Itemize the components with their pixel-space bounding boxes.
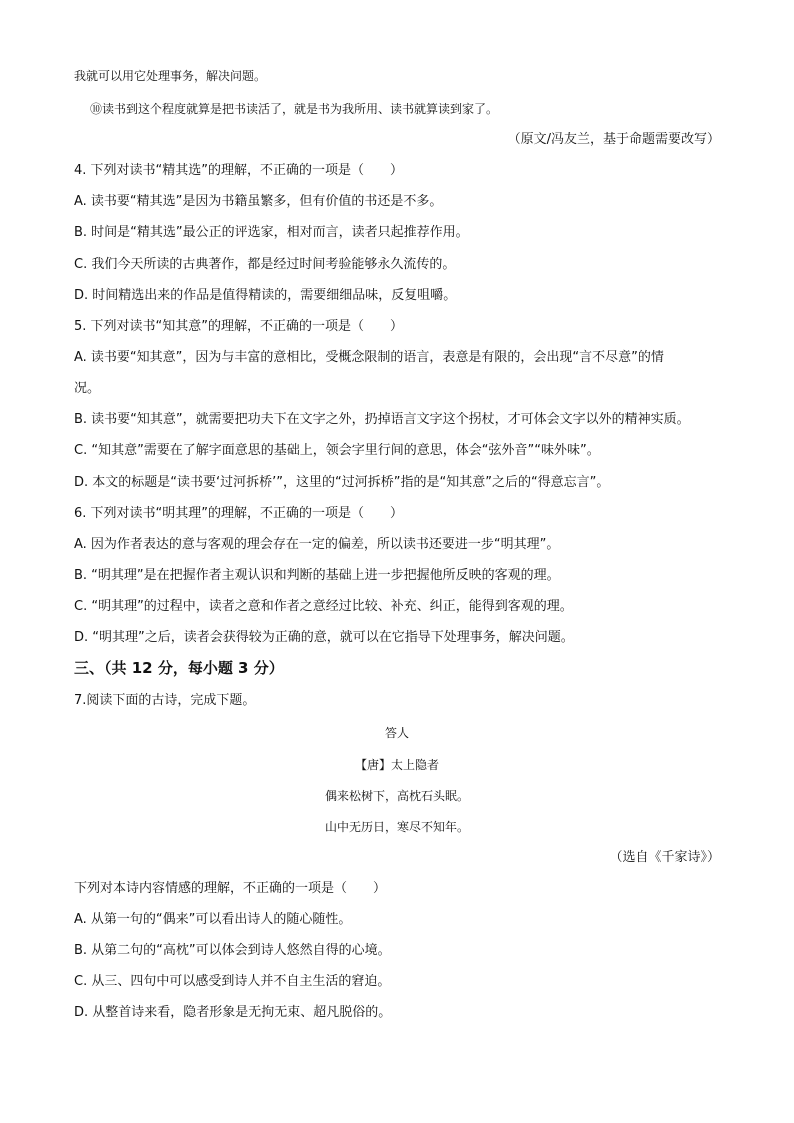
question-7-option-c: C. 从三、四句中可以感受到诗人并不自主生活的窘迫。	[74, 974, 391, 989]
question-5-stem: 5. 下列对读书“知其意”的理解，不正确的一项是（ ）	[74, 319, 404, 334]
question-7-option-b: B. 从第二句的“高枕”可以体会到诗人悠然自得的心境。	[74, 943, 391, 958]
question-5-option-b: B. 读书要“知其意”，就需要把功夫下在文字之外，扔掉语言文字这个拐杖，才可体会文字以外的精神实质。	[74, 412, 690, 427]
section-3-heading: 三、（共 12 分，每小题 3 分）	[74, 659, 284, 677]
question-5-option-d: D. 本文的标题是“读书要‘过河拆桥’”，这里的“过河拆桥”指的是“知其意”之后的“得意忘言”。	[74, 475, 610, 490]
poem-line-1: 偶来松树下，高枕石头眠。	[324, 789, 469, 803]
question-6-option-c: C. “明其理”的过程中，读者之意和作者之意经过比较、补充、纠正，能得到客观的理。	[74, 599, 573, 614]
poem-author: 【唐】太上隐者	[354, 758, 439, 772]
question-7-option-d: D. 从整首诗来看，隐者形象是无拘无束、超凡脱俗的。	[74, 1005, 392, 1020]
question-4-option-b: B. 时间是“精其选”最公正的评选家，相对而言，读者只起推荐作用。	[74, 225, 469, 240]
question-4-option-d: D. 时间精选出来的作品是值得精读的，需要细细品味，反复咀嚼。	[74, 288, 457, 303]
question-6-option-d: D. “明其理”之后，读者会获得较为正确的意，就可以在它指导下处理事务，解决问题。	[74, 630, 574, 645]
poem-line-2: 山中无历日，寒尽不知年。	[324, 820, 469, 834]
question-4-option-a: A. 读书要“精其选”是因为书籍虽繁多，但有价值的书还是不多。	[74, 194, 443, 209]
question-6-stem: 6. 下列对读书“明其理”的理解，不正确的一项是（ ）	[74, 506, 404, 521]
poem-title: 答人	[384, 726, 409, 740]
question-6-option-b: B. “明其理”是在把握作者主观认识和判断的基础上进一步把握他所反映的客观的理。	[74, 568, 560, 583]
question-5-option-a: A. 读书要“知其意”，因为与丰富的意相比，受概念限制的语言，表意是有限的，会出现“言不尽意”的情	[74, 350, 664, 365]
question-5-option-c: C. “知其意”需要在了解字面意思的基础上，领会字里行间的意思，体会“弦外音”“味外味”。	[74, 443, 600, 458]
paragraph-continuation: 我就可以用它处理事务，解决问题。	[74, 69, 267, 83]
question-7-intro: 7.阅读下面的古诗，完成下题。	[74, 693, 256, 708]
question-7-option-a: A. 从第一句的“偶来”可以看出诗人的随心随性。	[74, 912, 352, 927]
text-source: （原文/冯友兰，基于命题需要改写）	[507, 132, 720, 147]
question-7-stem: 下列对本诗内容情感的理解，不正确的一项是（ ）	[74, 881, 387, 896]
question-4-stem: 4. 下列对读书“精其选”的理解，不正确的一项是（ ）	[74, 163, 404, 178]
question-5-option-a-cont: 况。	[74, 381, 101, 396]
poem-source: （选自《千家诗》）	[609, 850, 720, 865]
paragraph-10: ⑩读书到这个程度就算是把书读活了，就是书为我所用、读书就算读到家了。	[90, 102, 499, 116]
question-6-option-a: A. 因为作者表达的意与客观的理会存在一定的偏差，所以读书还要进一步“明其理”。	[74, 537, 560, 552]
question-4-option-c: C. 我们今天所读的古典著作，都是经过时间考验能够永久流传的。	[74, 257, 456, 272]
